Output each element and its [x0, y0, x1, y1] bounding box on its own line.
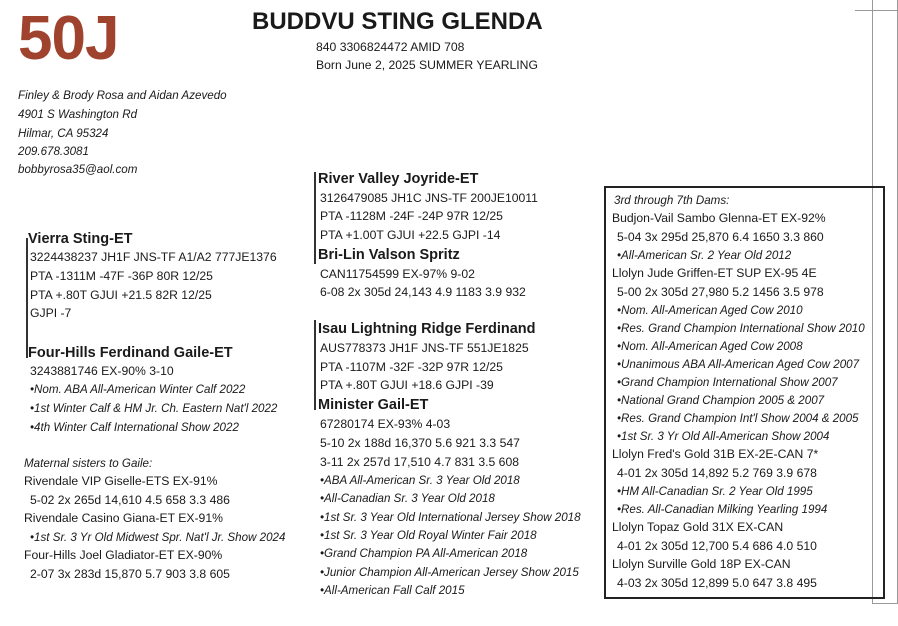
- sire-line: PTA -1311M -47F -36P 80R 12/25: [30, 269, 213, 283]
- sires-sire-name: River Valley Joyride-ET: [318, 171, 479, 187]
- dam-name: Four-Hills Ferdinand Gaile-ET: [28, 345, 233, 361]
- box-dam-name: Llolyn Topaz Gold 31X EX-CAN: [612, 520, 784, 534]
- dam-honor: •4th Winter Calf International Show 2022: [30, 421, 239, 434]
- dams-dam-honor: •Junior Champion All-American Jersey Show 2015: [320, 566, 579, 579]
- box-dam-honor: •Grand Champion International Show 2007: [617, 376, 838, 389]
- animal-registration: 840 3306824472 AMID 708: [316, 40, 465, 54]
- sire-name: Vierra Sting-ET: [28, 231, 133, 247]
- dams-dam-line: 67280174 EX-93% 4-03: [320, 417, 451, 431]
- sire-line: GJPI -7: [30, 306, 72, 320]
- consignor-phone: 209.678.3081: [18, 145, 89, 158]
- box-dam-honor: •HM All-Canadian Sr. 2 Year Old 1995: [617, 485, 813, 498]
- sires-dam-line: CAN11754599 EX-97% 9-02: [320, 267, 475, 281]
- sire-line: 3224438237 JH1F JNS-TF A1/A2 777JE1376: [30, 250, 277, 264]
- box-dam-honor: •Res. All-Canadian Milking Yearling 1994: [617, 503, 828, 516]
- sire-line: PTA +.80T GJUI +21.5 82R 12/25: [30, 288, 212, 302]
- box-dam-record: 4-03 2x 305d 12,899 5.0 647 3.8 495: [617, 576, 817, 590]
- sires-sire-line: 3126479085 JH1C JNS-TF 200JE10011: [320, 191, 538, 205]
- sires-dam-name: Bri-Lin Valson Spritz: [318, 247, 460, 263]
- sister-name: Four-Hills Joel Gladiator-ET EX-90%: [24, 548, 223, 562]
- box-dam-name: Llolyn Surville Gold 18P EX-CAN: [612, 557, 791, 571]
- sister-name: Rivendale Casino Giana-ET EX-91%: [24, 511, 223, 525]
- box-dam-honor: •Nom. All-American Aged Cow 2008: [617, 340, 803, 353]
- sister-record: 5-02 2x 265d 14,610 4.5 658 3.3 486: [30, 493, 230, 507]
- dams-dam-honor: •All-American Fall Calf 2015: [320, 584, 465, 597]
- maternal-heading: Maternal sisters to Gaile:: [24, 457, 153, 470]
- pedigree-bracket-main: [26, 238, 28, 358]
- dam-line: 3243881746 EX-90% 3-10: [30, 364, 174, 378]
- box-dam-name: Budjon-Vail Sambo Glenna-ET EX-92%: [612, 211, 826, 225]
- box-dam-record: 5-00 2x 305d 27,980 5.2 1456 3.5 978: [617, 285, 824, 299]
- pedigree-bracket-sire: [314, 172, 316, 264]
- box-dam-record: 4-01 2x 305d 14,892 5.2 769 3.9 678: [617, 466, 817, 480]
- consignor-address1: 4901 S Washington Rd: [18, 108, 138, 121]
- consignor-name: Finley & Brody Rosa and Aidan Azevedo: [18, 89, 227, 102]
- animal-name: BUDDVU STING GLENDA: [252, 8, 543, 35]
- dams-dam-name: Minister Gail-ET: [318, 397, 429, 413]
- dams-dam-line: 3-11 2x 257d 17,510 4.7 831 3.5 608: [320, 455, 520, 469]
- consignor-email[interactable]: bobbyrosa35@aol.com: [18, 163, 138, 176]
- box-dam-honor: •1st Sr. 3 Yr Old All-American Show 2004: [617, 430, 830, 443]
- sister-record: 2-07 3x 283d 15,870 5.7 903 3.8 605: [30, 567, 230, 581]
- dams-sire-name: Isau Lightning Ridge Ferdinand: [318, 321, 536, 337]
- box-dam-record: 5-04 3x 295d 25,870 6.4 1650 3.3 860: [617, 230, 824, 244]
- sires-sire-line: PTA +1.00T GJUI +22.5 GJPI -14: [320, 228, 501, 242]
- dams-dam-honor: •All-Canadian Sr. 3 Year Old 2018: [320, 492, 495, 505]
- dam-honor: •Nom. ABA All-American Winter Calf 2022: [30, 383, 246, 396]
- dams-dam-honor: •1st Sr. 3 Year Old Royal Winter Fair 2018: [320, 529, 537, 542]
- dams-dam-honor: •Grand Champion PA All-American 2018: [320, 547, 528, 560]
- dam-honor: •1st Winter Calf & HM Jr. Ch. Eastern Nat'l 2022: [30, 402, 278, 415]
- box-dam-honor: •Res. Grand Champion Int'l Show 2004 & 2005: [617, 412, 859, 425]
- box-dam-name: Llolyn Jude Griffen-ET SUP EX-95 4E: [612, 266, 817, 280]
- box-dam-honor: •National Grand Champion 2005 & 2007: [617, 394, 825, 407]
- animal-birth: Born June 2, 2025 SUMMER YEARLING: [316, 58, 538, 72]
- page-border-top: [855, 10, 898, 11]
- dams-sire-line: PTA +.80T GJUI +18.6 GJPI -39: [320, 378, 494, 392]
- box-dam-honor: •Unanimous ABA All-American Aged Cow 2007: [617, 358, 860, 371]
- sister-name: Rivendale VIP Giselle-ETS EX-91%: [24, 474, 218, 488]
- lot-number: 50J: [18, 4, 119, 73]
- dams-sire-line: AUS778373 JH1F JNS-TF 551JE1825: [320, 341, 529, 355]
- consignor-address2: Hilmar, CA 95324: [18, 127, 109, 140]
- sister-honor: •1st Sr. 3 Yr Old Midwest Spr. Nat'l Jr. Show 2024: [30, 531, 286, 544]
- box-dam-honor: •All-American Sr. 2 Year Old 2012: [617, 249, 792, 262]
- box-dam-name: Llolyn Fred's Gold 31B EX-2E-CAN 7*: [612, 447, 819, 461]
- pedigree-bracket-dam: [314, 320, 316, 410]
- dams-sire-line: PTA -1107M -32F -32P 97R 12/25: [320, 360, 503, 374]
- box-dam-honor: •Nom. All-American Aged Cow 2010: [617, 304, 803, 317]
- box-heading: 3rd through 7th Dams:: [614, 194, 730, 207]
- dams-dam-line: 5-10 2x 188d 16,370 5.6 921 3.3 547: [320, 436, 520, 450]
- box-dam-record: 4-01 2x 305d 12,700 5.4 686 4.0 510: [617, 539, 817, 553]
- dams-dam-honor: •1st Sr. 3 Year Old International Jersey Show 2018: [320, 511, 581, 524]
- sires-dam-line: 6-08 2x 305d 24,143 4.9 1183 3.9 932: [320, 285, 526, 299]
- sires-sire-line: PTA -1128M -24F -24P 97R 12/25: [320, 209, 503, 223]
- box-dam-honor: •Res. Grand Champion International Show 2010: [617, 322, 865, 335]
- dams-dam-honor: •ABA All-American Sr. 3 Year Old 2018: [320, 474, 520, 487]
